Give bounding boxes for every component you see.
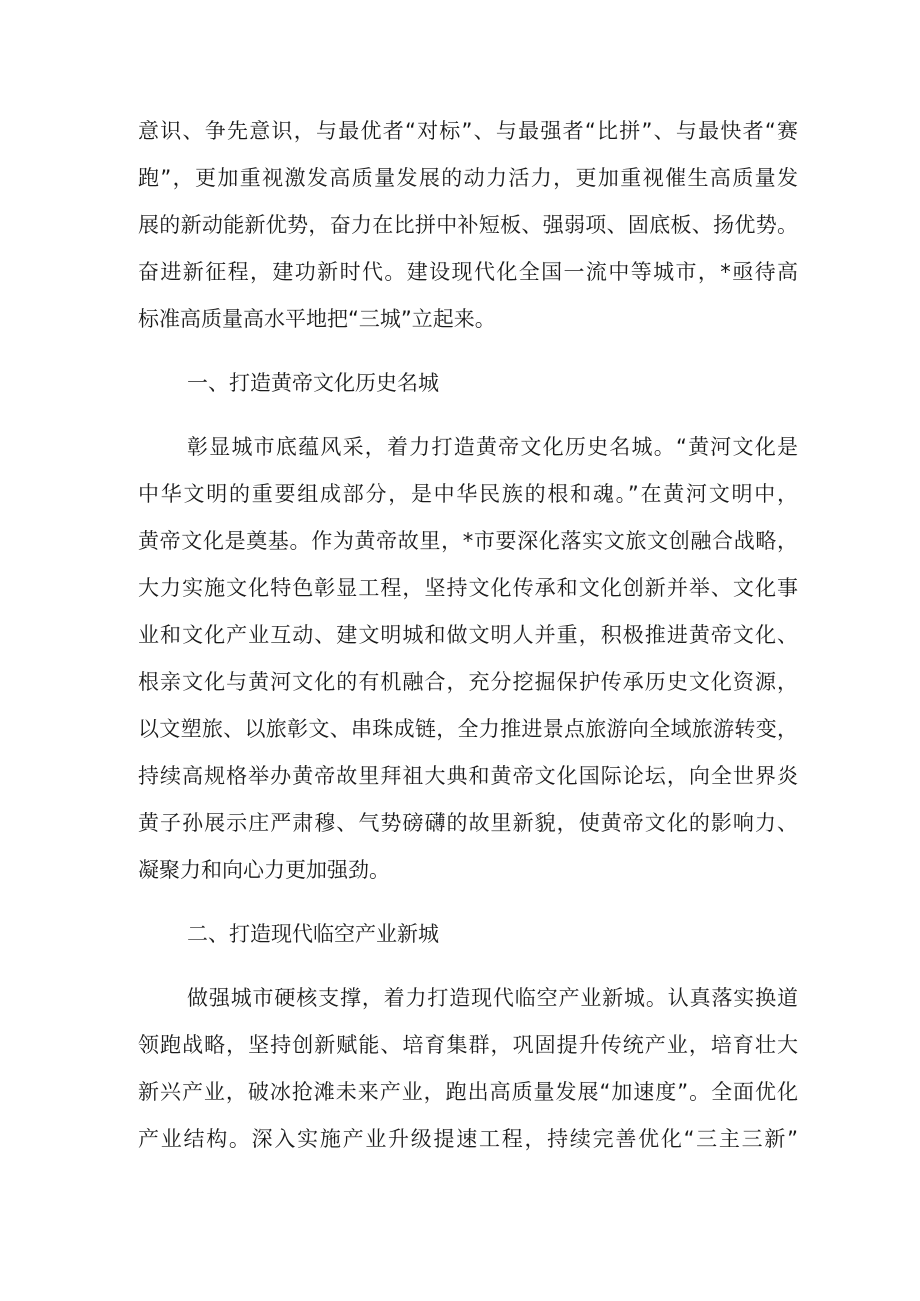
paragraph-1-line-1: 意识、争先意识，与最优者“对标”、与最强者“比拼”、与最快者“赛 xyxy=(138,119,798,143)
paragraph-1-line-3: 展的新动能新优势，奋力在比拼中补短板、强弱项、固底板、扬优势。 xyxy=(138,213,798,237)
paragraph-1-line-2: 跑”，更加重视激发高质量发展的动力活力，更加重视催生高质量发 xyxy=(138,166,798,190)
paragraph-2-line-6: 根亲文化与黄河文化的有机融合，充分挖掘保护传承历史文化资源， xyxy=(138,670,798,694)
paragraph-1-line-5: 标准高质量高水平地把“三城”立起来。 xyxy=(138,307,496,331)
paragraph-3-line-4: 产业结构。深入实施产业升级提速工程，持续完善优化“三主三新” xyxy=(138,1127,798,1151)
paragraph-2-line-9: 黄子孙展示庄严肃穆、气势磅礴的故里新貌，使黄帝文化的影响力、 xyxy=(138,811,798,835)
paragraph-2-line-8: 持续高规格举办黄帝故里拜祖大典和黄帝文化国际论坛，向全世界炎 xyxy=(138,764,798,788)
paragraph-3-line-2: 领跑战略，坚持创新赋能、培育集群，巩固提升传统产业，培育壮大 xyxy=(138,1033,798,1057)
paragraph-3-line-3: 新兴产业，破冰抢滩未来产业，跑出高质量发展“加速度”。全面优化 xyxy=(138,1080,798,1104)
section-heading-1: 一、打造黄帝文化历史名城 xyxy=(187,371,439,395)
section-heading-2: 二、打造现代临空产业新城 xyxy=(187,922,439,946)
paragraph-2-line-5: 业和文化产业互动、建文明城和做文明人并重，积极推进黄帝文化、 xyxy=(138,623,798,647)
paragraph-2-line-1: 彰显城市底蕴风采，着力打造黄帝文化历史名城。“黄河文化是 xyxy=(187,435,798,459)
paragraph-2-line-3: 黄帝文化是奠基。作为黄帝故里，*市要深化落实文旅文创融合战略， xyxy=(138,529,798,553)
paragraph-2-line-2: 中华文明的重要组成部分，是中华民族的根和魂。”在黄河文明中， xyxy=(138,482,798,506)
paragraph-2-line-10: 凝聚力和向心力更加强劲。 xyxy=(138,858,390,882)
paragraph-1-line-4: 奋进新征程，建功新时代。建设现代化全国一流中等城市，*亟待高 xyxy=(138,260,798,284)
paragraph-2-line-4: 大力实施文化特色彰显工程，坚持文化传承和文化创新并举、文化事 xyxy=(138,576,798,600)
paragraph-2-line-7: 以文塑旅、以旅彰文、串珠成链，全力推进景点旅游向全域旅游转变， xyxy=(138,717,798,741)
paragraph-3-line-1: 做强城市硬核支撑，着力打造现代临空产业新城。认真落实换道 xyxy=(187,986,798,1010)
